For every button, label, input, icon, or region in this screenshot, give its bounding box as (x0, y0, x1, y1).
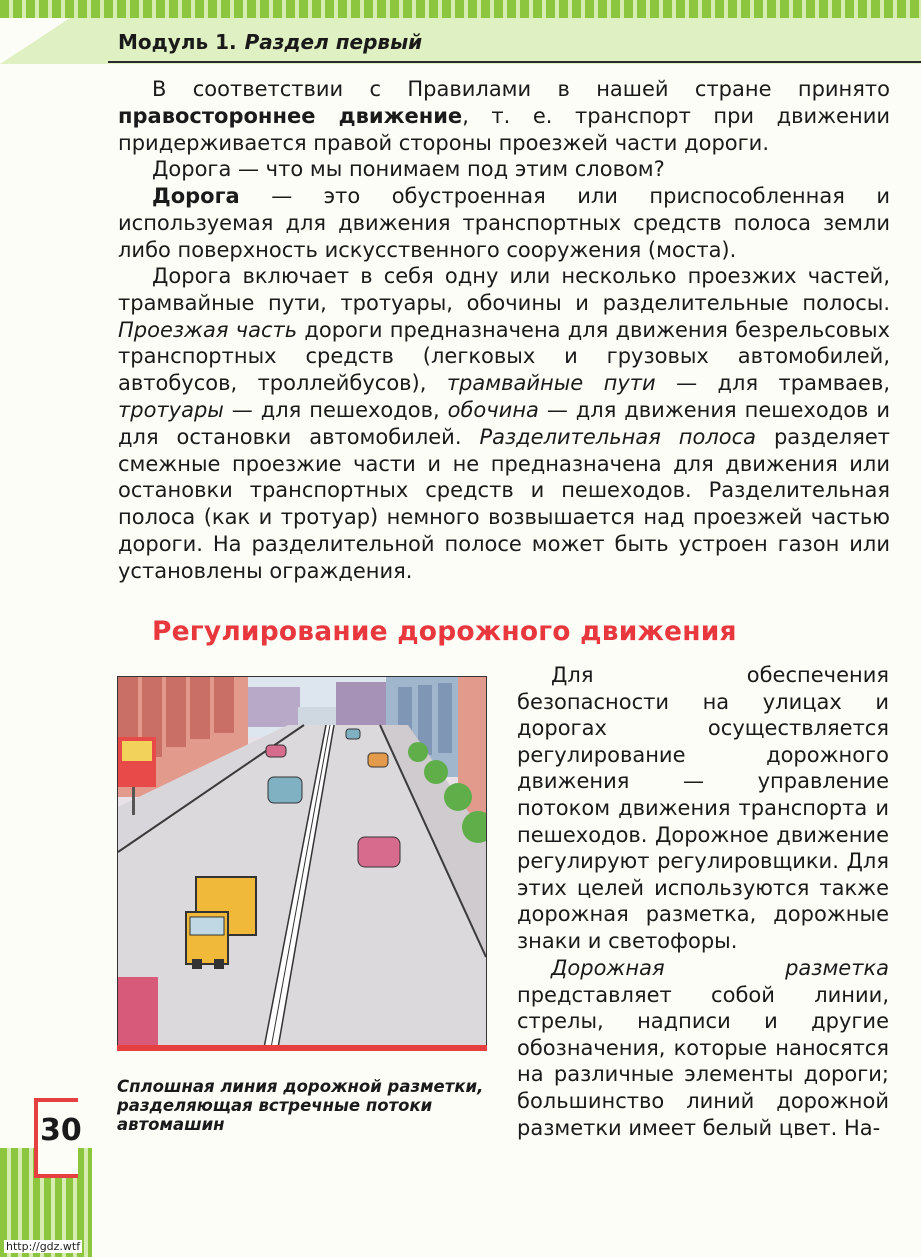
text-run: Дорога — что мы понимаем под этим словом? (152, 157, 665, 181)
text-run: дороги предназначена для движения безрельсовых транспортных средств (легковых и грузовых автомобилей, автобусов, троллейбусов), (118, 317, 890, 396)
term-median-strip: Разделительная полоса (479, 424, 757, 449)
text-run: представляет собой линии, стрелы, надписи и другие обозначения, которые наносятся на различные элементы дороги; большинство линий дорожной разметки имеет белый цвет. На- (517, 982, 889, 1140)
header-rule (108, 61, 921, 63)
term-road: Дорога (152, 184, 240, 208)
page-number: 30 (40, 1113, 82, 1148)
text-run: Дорога включает в себя одну или несколько проезжих частей, трамвайные пути, тротуары, обочины и разделительные полосы. (118, 264, 890, 315)
paragraph-road-markings (517, 955, 889, 1141)
term-right-hand-traffic: правостороннее движение (118, 103, 463, 128)
illustration-red-bar (117, 1045, 487, 1051)
road-illustration (117, 676, 487, 1049)
illustration-caption: Сплошная линия дорожной разметки, разделяющая встречные потоки автомашин (117, 1077, 484, 1134)
text-run: В соответствии с Правилами в нашей стране принято (152, 77, 890, 101)
term-road-markings: Дорожная разметка (551, 956, 889, 980)
watermark-url: http://gdz.wtf (6, 1240, 81, 1253)
term-carriageway: Проезжая часть (118, 317, 298, 342)
section-heading: Регулирование дорожного движения (152, 616, 737, 647)
term-sidewalks: тротуары (118, 397, 224, 422)
paragraph-traffic-regulation (517, 662, 889, 955)
section-label: Раздел первый (244, 30, 423, 54)
text-run: разделяет смежные проезжие части и не предназначена для движения или остановки транспортных средств и пешеходов. Разделительная полоса (как и тротуар) немного возвышается над проезжей частью дороги. На разделительной полосе может быть устроен газон или установлены ограждения. (118, 424, 890, 583)
top-decorative-stripes (0, 0, 921, 18)
paragraph-right-hand-traffic (118, 76, 890, 156)
text-run: Для обеспечения безопасности на улицах и дорогах осуществляется регулирование дорожного движения — управление потоком движения транспорта и пешеходов. Дорожное движение регулируют регулировщики. Для этих целей используются также дорожная разметка, дорожные знаки и светофоры. (517, 663, 889, 953)
term-tram-tracks: трамвайные пути (446, 371, 656, 396)
text-run: , т. е. транспорт при движении придерживается правой стороны проезжей части дороги. (118, 103, 890, 155)
text-run: — это обустроенная или приспособленная и используемая для движения транспортных средств полоса земли либо поверхность искусственного сооружения (моста). (118, 184, 890, 262)
paragraph-road-question (118, 156, 890, 183)
paragraph-road-definition (118, 183, 890, 263)
paragraph-road-parts (118, 263, 890, 585)
text-run: — для пешеходов, (223, 397, 448, 422)
module-label: Модуль 1. (118, 30, 237, 54)
term-shoulder: обочина (447, 397, 539, 422)
text-run: — для движения пешеходов и для остановки автомобилей. (118, 397, 890, 449)
text-run: — для трамваев, (655, 371, 890, 396)
running-header (118, 30, 422, 54)
